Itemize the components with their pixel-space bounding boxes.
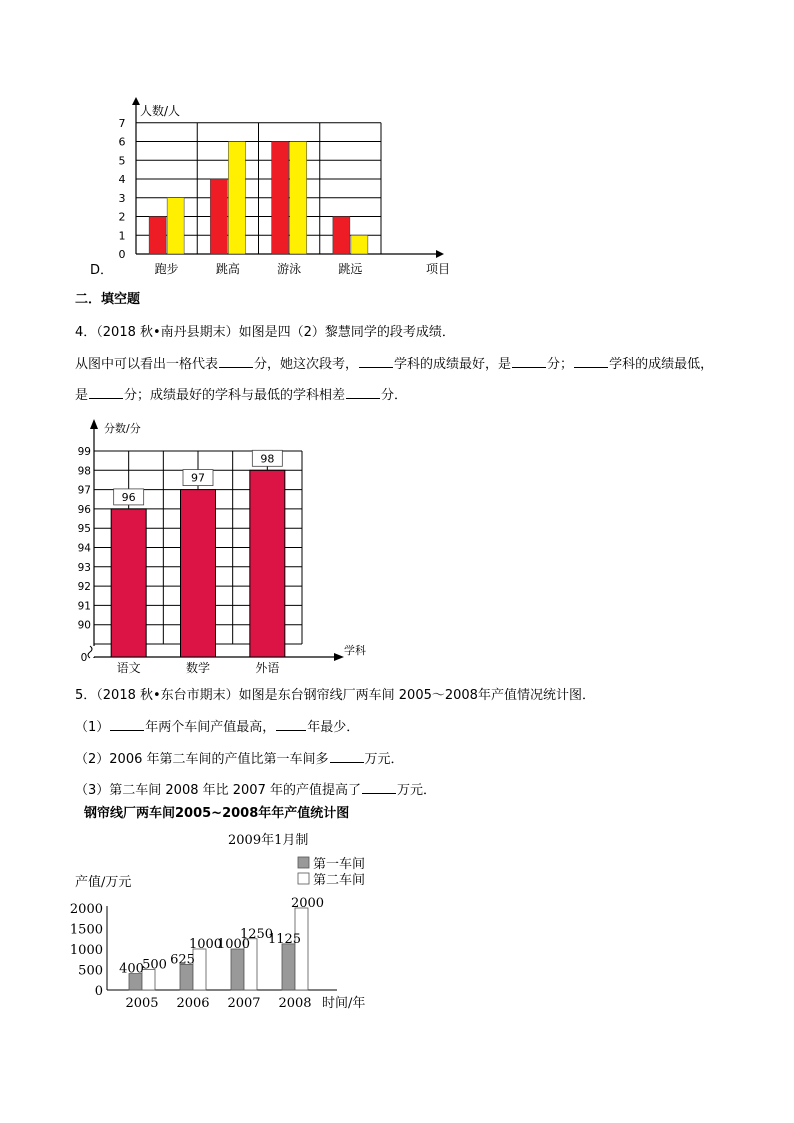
answer-blank[interactable] [219,355,253,368]
section-title: 二．填空题 [75,292,141,307]
y-tick-label: 0 [94,984,103,999]
q4-text: 是 [75,388,89,403]
q5-item3 [75,781,436,799]
axis-break-icon [88,646,92,658]
output-bar-chart [65,850,385,1015]
y-tick-label: 1000 [69,943,103,958]
y-tick-label: 95 [77,523,91,536]
q5-text: （3）第二车间 2008 年比 2007 年的产值提高了 [75,783,361,798]
q5-text: 年两个车间产值最高， [145,720,276,735]
data-label: 98 [260,452,275,466]
answer-blank[interactable] [110,718,144,731]
y-tick-label: 6 [118,135,126,149]
data-label: 1000 [216,937,251,952]
data-label: 2000 [290,896,325,911]
bar [193,949,206,990]
legend-swatch [298,873,309,884]
x-tick-label: 数学 [185,661,211,675]
x-axis-label: 学科 [344,644,366,657]
answer-blank[interactable] [512,355,546,368]
x-axis-label: 项目 [426,262,451,276]
bar [180,964,193,990]
x-tick-label: 跳远 [338,262,363,276]
x-tick-label: 语文 [116,661,141,675]
y-tick-label: 93 [77,561,91,574]
y-tick-label: 7 [118,116,126,130]
data-label: 96 [121,490,136,504]
x-tick-label: 游泳 [277,262,302,276]
sports-bar-chart [100,95,451,285]
q4-text: 从图中可以看出一格代表 [75,357,219,372]
y-axis-label: 人数/人 [140,104,181,118]
y-axis-label: 分数/分 [104,422,141,435]
q5-text: 万元． [364,752,404,767]
q5-item1 [75,718,359,736]
y-tick-label: 0 [80,652,88,664]
x-tick-label: 跳高 [215,262,240,276]
bar [149,217,166,255]
x-tick-label: 2007 [227,996,261,1011]
y-axis-label: 产值/万元 [75,875,132,890]
x-axis-arrow [436,250,444,258]
bar [167,198,184,254]
answer-blank[interactable] [346,386,380,399]
q5-text: 万元． [396,783,436,798]
x-axis-label: 时间/年 [322,996,366,1011]
q4-text: 学科的成绩最低， [609,357,714,372]
data-label: 625 [170,952,195,968]
bar [228,142,245,255]
bar [250,470,285,657]
q5-text: （2）2006 年第二车间的产值比第一车间多 [75,752,329,767]
answer-blank[interactable] [574,355,608,368]
bar [290,142,307,255]
x-tick-label: 2008 [278,996,312,1011]
x-tick-label: 2006 [176,996,210,1011]
y-tick-label: 500 [78,963,103,979]
y-tick-label: 99 [77,446,91,458]
x-tick-label: 跑步 [154,262,179,276]
q5-chart-subtitle: 2009年1月制 [228,833,309,848]
answer-blank[interactable] [330,750,364,763]
y-tick-label: 94 [77,542,91,555]
y-axis-arrow [90,419,98,429]
q4-question-line1: 4．（2018 秋•南丹县期末）如图是四（2）黎慧同学的段考成绩． [75,325,455,340]
y-tick-label: 2000 [69,902,103,917]
bar [111,509,146,657]
q5-text: 年最少． [307,720,360,735]
q4-text: 学科的成绩最好，是 [394,357,512,372]
y-axis-arrow [132,97,140,105]
bar [351,235,368,254]
q5-question-line1: 5．（2018 秋•东台市期末）如图是东台钢帘线厂两车间 2005～2008年产值情况统计图． [75,688,595,703]
x-axis-arrow [334,653,344,661]
q4-question-line2 [75,355,713,373]
q5-chart-title: 钢帘线厂两车间2005~2008年年产值统计图 [84,806,350,821]
bar [231,949,244,990]
y-tick-label: 1 [118,229,126,243]
legend-label: 第二车间 [313,873,366,888]
answer-blank[interactable] [89,386,123,399]
bar [210,179,227,254]
y-tick-label: 98 [77,465,91,478]
y-tick-label: 3 [118,191,126,205]
q4-text: 分；成绩最好的学科与最低的学科相差 [124,388,346,403]
bar [272,142,289,255]
data-label: 97 [191,471,205,485]
q5-item2 [75,750,404,768]
x-tick-label: 外语 [255,661,280,675]
q4-question-line3 [75,386,407,404]
q5-text: （1） [75,720,110,735]
data-label: 400 [119,961,144,977]
bar [142,970,155,991]
legend-swatch [298,857,309,868]
bar [181,490,216,657]
bar [333,217,350,255]
y-tick-label: 5 [118,154,126,168]
answer-blank[interactable] [276,718,306,731]
y-tick-label: 96 [77,503,91,516]
y-tick-label: 0 [118,248,126,261]
q4-text: 分； [547,357,574,372]
bar [295,908,308,990]
q4-text: 分，她这次段考， [254,357,359,372]
y-tick-label: 1500 [69,922,103,938]
answer-blank[interactable] [362,781,396,794]
y-tick-label: 97 [77,484,91,497]
data-label: 500 [142,957,167,973]
q4-text: 分． [381,388,408,403]
option-label: D． [90,263,114,278]
score-bar-chart [70,415,380,675]
data-label: 1250 [239,926,274,942]
legend-label: 第一车间 [313,857,366,872]
data-label: 1125 [267,931,302,947]
bar [282,944,295,990]
y-tick-label: 90 [77,619,91,632]
y-tick-label: 2 [118,210,126,224]
data-label: 1000 [188,937,223,952]
y-tick-label: 91 [77,600,91,613]
y-tick-label: 4 [118,173,126,186]
x-tick-label: 2005 [125,996,159,1011]
y-tick-label: 92 [77,581,91,594]
answer-blank[interactable] [359,355,393,368]
